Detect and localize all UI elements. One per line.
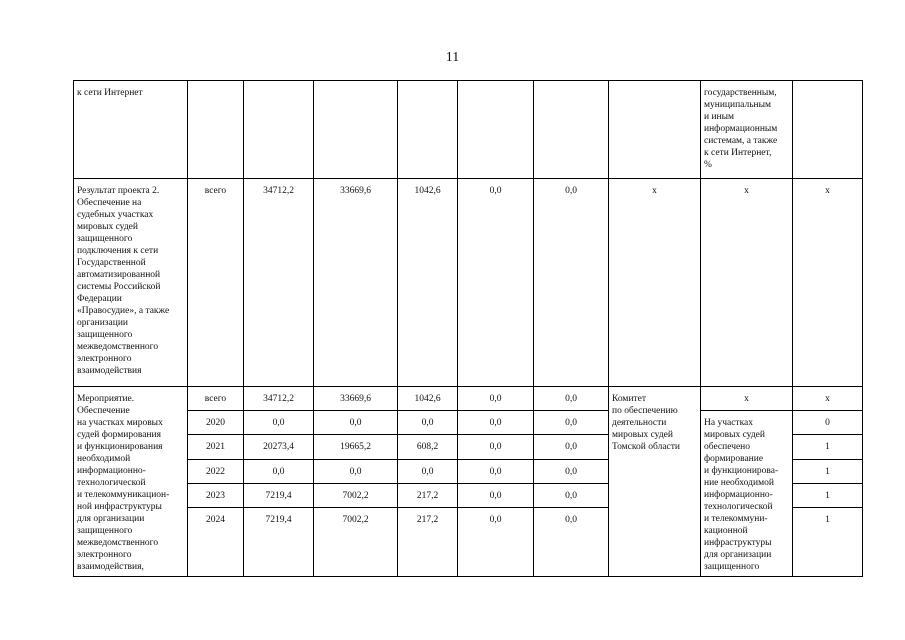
name-cell: Результат проекта 2. Обеспечение на судебных участках мировых судей защищенного подключения к сети Государственной автоматизированной системы Российской Федерации «Правосудие», а также организации защищенного межведомственного электронного взаимодействия bbox=[74, 179, 188, 387]
year-cell: 2023 bbox=[188, 483, 244, 507]
executor-cell: Комитет по обеспечению деятельности мировых судей Томской области bbox=[609, 387, 701, 577]
federal-cell: 33669,6 bbox=[314, 387, 398, 411]
program-table bbox=[73, 80, 863, 577]
value-cell: 1 bbox=[793, 459, 863, 483]
federal-cell: 7002,2 bbox=[314, 483, 398, 507]
local-cell: 0,0 bbox=[458, 483, 534, 507]
indicator-cell: На участках мировых судей обеспечено формирование и функционирова- ние необходимой информационно- технологической и телекоммуни- кационной инфраструктуры для организации защищенного bbox=[701, 411, 793, 577]
regional-cell: 608,2 bbox=[398, 435, 458, 459]
value-cell: x bbox=[793, 387, 863, 411]
total-cell: 20273,4 bbox=[244, 435, 314, 459]
value-cell: x bbox=[793, 179, 863, 387]
local-cell: 0,0 bbox=[458, 459, 534, 483]
other-cell: 0,0 bbox=[534, 411, 609, 435]
federal-cell: 33669,6 bbox=[314, 179, 398, 387]
value-cell: 1 bbox=[793, 508, 863, 577]
federal-cell: 0,0 bbox=[314, 459, 398, 483]
year-cell: всего bbox=[188, 387, 244, 411]
year-cell: 2024 bbox=[188, 508, 244, 577]
total-cell: 0,0 bbox=[244, 459, 314, 483]
local-cell: 0,0 bbox=[458, 508, 534, 577]
federal-cell: 19665,2 bbox=[314, 435, 398, 459]
federal-cell: 7002,2 bbox=[314, 508, 398, 577]
table-row bbox=[74, 411, 863, 435]
table-row bbox=[74, 81, 863, 179]
local-cell: 0,0 bbox=[458, 411, 534, 435]
name-cell: Мероприятие. Обеспечение на участках мировых судей формирования и функционирования необходимой информационно- технологической и телекоммуникацион- ной инфраструктуры для организации защищенного межведомственного электронного взаимодействия, bbox=[74, 387, 188, 577]
regional-cell: 1042,6 bbox=[398, 179, 458, 387]
value-cell: 1 bbox=[793, 483, 863, 507]
other-cell: 0,0 bbox=[534, 508, 609, 577]
federal-cell: 0,0 bbox=[314, 411, 398, 435]
total-cell: 0,0 bbox=[244, 411, 314, 435]
other-cell: 0,0 bbox=[534, 179, 609, 387]
name-cell: к сети Интернет bbox=[74, 81, 188, 179]
table-row bbox=[74, 179, 863, 387]
year-cell: 2022 bbox=[188, 459, 244, 483]
total-cell: 34712,2 bbox=[244, 387, 314, 411]
page-number: 11 bbox=[445, 50, 460, 65]
value-cell: 0 bbox=[793, 411, 863, 435]
indicator-cell: x bbox=[701, 179, 793, 387]
other-cell: 0,0 bbox=[534, 459, 609, 483]
total-cell: 7219,4 bbox=[244, 508, 314, 577]
year-cell: 2020 bbox=[188, 411, 244, 435]
regional-cell: 217,2 bbox=[398, 508, 458, 577]
other-cell: 0,0 bbox=[534, 387, 609, 411]
year-cell: 2021 bbox=[188, 435, 244, 459]
local-cell: 0,0 bbox=[458, 387, 534, 411]
indicator-cell: государственным, муниципальным и иным информационным системам, а также к сети Интернет, % bbox=[701, 81, 793, 179]
executor-cell: x bbox=[609, 179, 701, 387]
other-cell: 0,0 bbox=[534, 483, 609, 507]
local-cell: 0,0 bbox=[458, 179, 534, 387]
regional-cell: 217,2 bbox=[398, 483, 458, 507]
year-cell: всего bbox=[188, 179, 244, 387]
regional-cell: 0,0 bbox=[398, 411, 458, 435]
regional-cell: 1042,6 bbox=[398, 387, 458, 411]
total-cell: 34712,2 bbox=[244, 179, 314, 387]
regional-cell: 0,0 bbox=[398, 459, 458, 483]
total-cell: 7219,4 bbox=[244, 483, 314, 507]
local-cell: 0,0 bbox=[458, 435, 534, 459]
indicator-cell: x bbox=[701, 387, 793, 411]
other-cell: 0,0 bbox=[534, 435, 609, 459]
table-row bbox=[74, 387, 863, 411]
value-cell: 1 bbox=[793, 435, 863, 459]
